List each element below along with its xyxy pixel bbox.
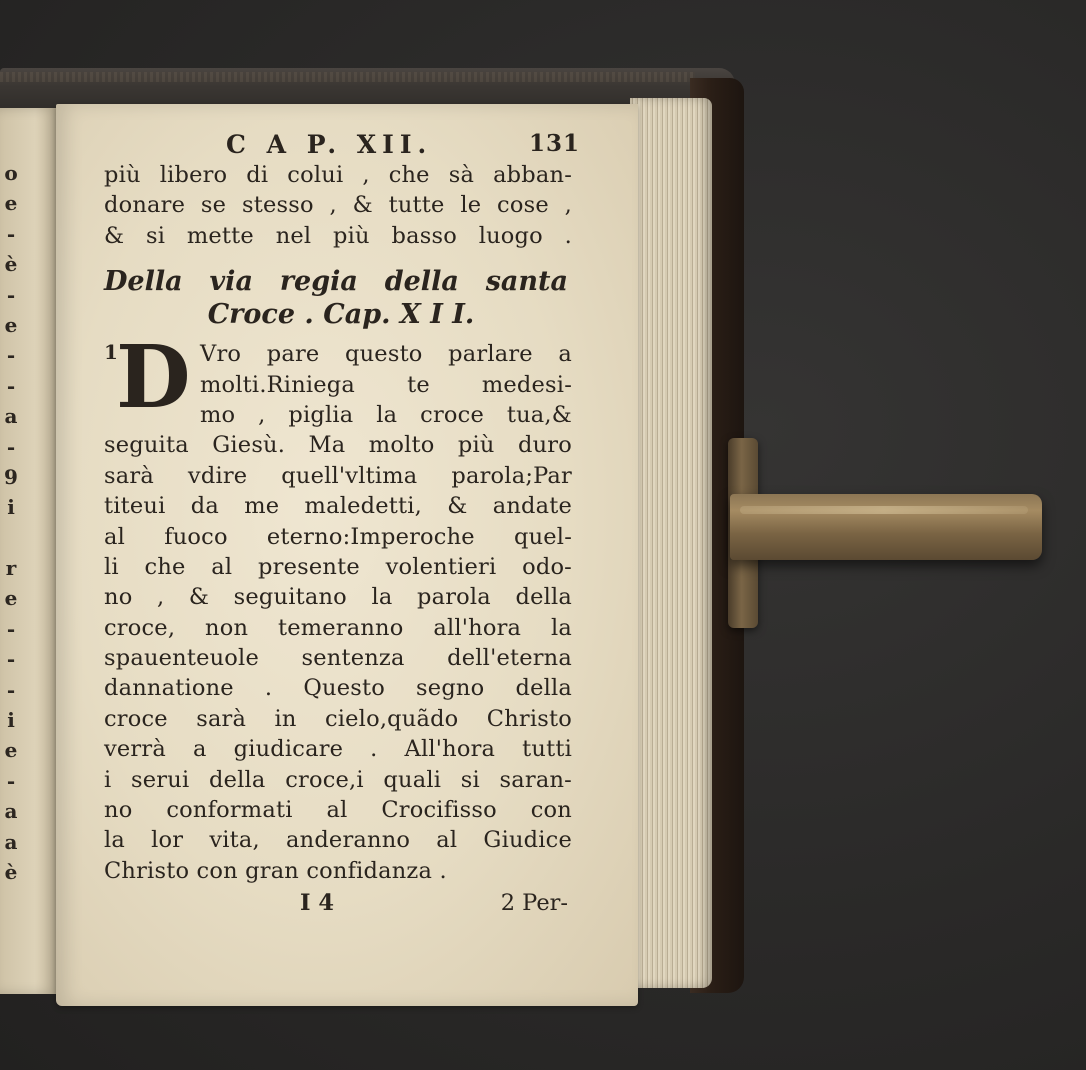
text-line: la lor vita, anderanno al Giudice	[104, 827, 572, 854]
text-line: mo , piglia la croce tua,&	[200, 401, 572, 428]
left-page-fragment: a	[4, 829, 18, 854]
left-page-fragment: -	[6, 616, 16, 641]
text-line: al fuoco eterno:Imperoche quel-	[104, 523, 572, 550]
metal-clasp	[730, 494, 1042, 560]
right-page	[56, 104, 638, 1006]
text-line: li che al presente volentieri odo-	[104, 553, 572, 580]
text-line: i serui della croce,i quali si saran-	[104, 766, 572, 793]
left-page-fragment: e	[4, 738, 18, 763]
left-page-fragment: -	[6, 373, 16, 398]
paragraph	[104, 327, 572, 886]
text-line: titeui da me maledetti, & andate	[104, 493, 572, 520]
text-line: donare se stesso , & tutte le cose ,	[104, 192, 572, 219]
left-page-fragment: -	[6, 434, 16, 459]
text-line: Vro pare questo parlare a	[200, 341, 572, 368]
text-lines-before-heading	[104, 160, 572, 251]
page-block-edges	[630, 98, 712, 988]
left-page-text-fragments	[0, 108, 22, 994]
chapter-heading-line-1: Della via regia della santa	[104, 266, 568, 298]
text-line: più libero di colui , che sà abban-	[104, 162, 572, 188]
text-line: spauenteuole sentenza dell'eterna	[104, 645, 572, 672]
page-text-block	[104, 130, 580, 920]
left-page-fragment: o	[4, 161, 18, 185]
left-page-fragment: è	[4, 252, 18, 277]
signature-mark: I 4	[300, 890, 335, 917]
text-line: no conformati al Crocifisso con	[104, 797, 572, 824]
left-page-fragment: -	[6, 282, 16, 307]
left-page-fragment: -	[6, 221, 16, 246]
left-page-fragment: i	[7, 708, 15, 733]
left-page-fragment: -	[6, 768, 16, 793]
text-line: molti.Riniega te medesi-	[200, 371, 572, 398]
text-line: verrà a giudicare . All'hora tutti	[104, 736, 572, 763]
left-page-fragment: -	[6, 343, 16, 368]
left-page-fragment: è	[4, 859, 18, 884]
page-number: 131	[528, 130, 580, 157]
catchword: 2 Per-	[500, 890, 568, 917]
running-head	[104, 130, 580, 160]
paragraph-number: 1	[104, 340, 118, 365]
drop-cap: D	[116, 327, 191, 429]
left-page-fragment: i	[7, 495, 15, 520]
text-line: & si mette nel più basso luogo .	[104, 222, 572, 249]
left-page	[0, 108, 58, 994]
text-line: croce, non temeranno all'hora la	[104, 614, 572, 641]
running-head-title: C A P. XII.	[226, 130, 433, 159]
left-page-fragment: r	[5, 556, 17, 581]
left-page-fragment: e	[4, 312, 18, 337]
left-page-fragment: e	[4, 586, 18, 611]
left-page-fragment: -	[6, 677, 16, 702]
left-page-fragment: a	[4, 404, 18, 429]
left-page-fragment: 9	[4, 464, 18, 489]
dropcap-block	[104, 327, 572, 430]
page-footer	[104, 890, 572, 920]
text-line: croce sarà in cielo,quãdo Christo	[104, 705, 572, 732]
text-line: dannatione . Questo segno della	[104, 675, 572, 702]
left-page-fragment: a	[4, 799, 18, 824]
left-page-fragment: -	[6, 647, 16, 672]
chapter-heading-line-2: Croce . Cap. X I I.	[207, 299, 475, 331]
text-line last-line: Christo con gran confidanza .	[104, 857, 447, 884]
text-line: seguita Giesù. Ma molto più duro	[104, 432, 572, 459]
text-line: no , & seguitano la parola della	[104, 584, 572, 611]
left-page-fragment: e	[4, 191, 18, 216]
text-line: sarà vdire quell'vltima parola;Par	[104, 462, 572, 489]
